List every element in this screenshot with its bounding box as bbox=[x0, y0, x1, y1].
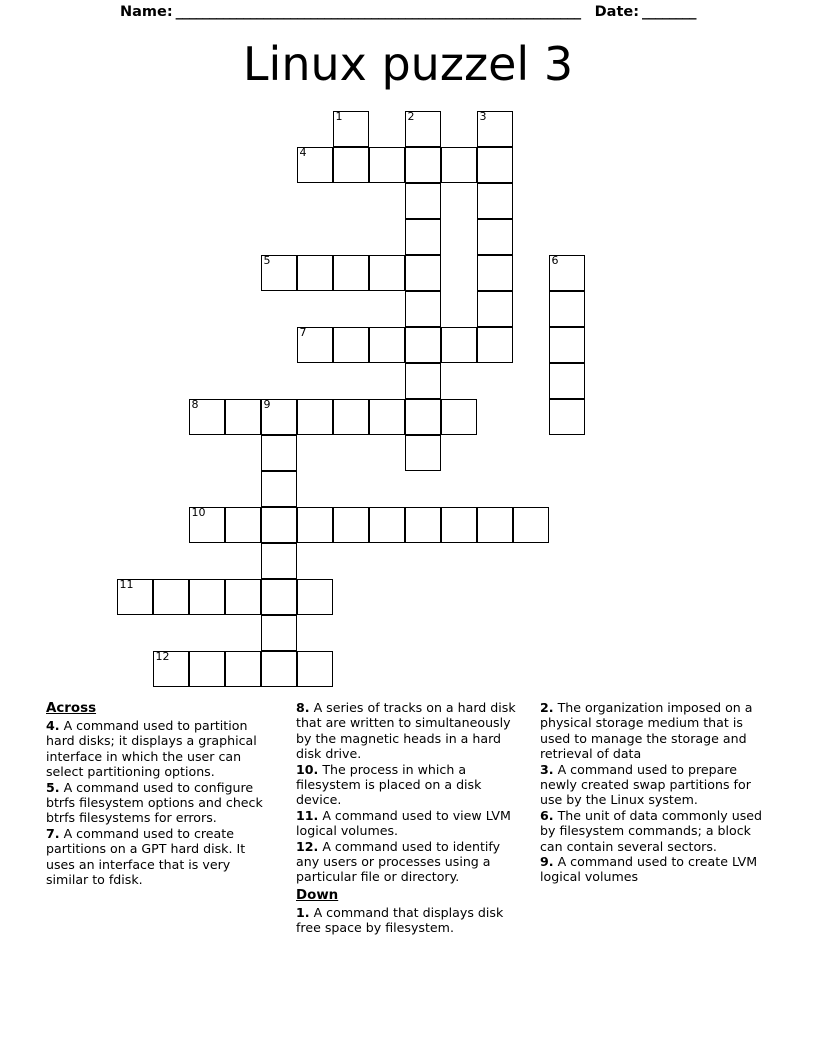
crossword-cell[interactable] bbox=[153, 579, 189, 615]
clue-item bbox=[46, 718, 274, 780]
cell-number: 6 bbox=[551, 254, 559, 267]
crossword-cell[interactable] bbox=[441, 327, 477, 363]
clue-text: A command used to view LVM logical volumes. bbox=[296, 807, 511, 839]
crossword-cell-numbered[interactable] bbox=[297, 327, 333, 363]
clue-item bbox=[540, 854, 768, 885]
clue-item bbox=[296, 700, 518, 762]
crossword-cell[interactable] bbox=[477, 255, 513, 291]
crossword-cell[interactable] bbox=[297, 255, 333, 291]
crossword-cell[interactable] bbox=[261, 651, 297, 687]
crossword-cell[interactable] bbox=[333, 399, 369, 435]
crossword-cell[interactable] bbox=[297, 399, 333, 435]
cell-number: 3 bbox=[479, 110, 487, 123]
crossword-cell[interactable] bbox=[297, 507, 333, 543]
clue-text: A command used to prepare newly created swap partitions for use by the Linux system. bbox=[540, 761, 751, 808]
clue-number: 11. bbox=[296, 807, 319, 823]
clue-text: A command used to identify any users or processes using a particular file or directory. bbox=[296, 838, 501, 885]
crossword-cell[interactable] bbox=[225, 579, 261, 615]
cell-number: 11 bbox=[119, 578, 134, 591]
crossword-cell[interactable] bbox=[261, 579, 297, 615]
clue-number: 6. bbox=[540, 807, 554, 823]
cell-number: 5 bbox=[263, 254, 271, 267]
crossword-cell[interactable] bbox=[405, 435, 441, 471]
clue-text: A command used to partition hard disks; it displays a graphical interface in which the user can select partitioning options. bbox=[46, 718, 257, 780]
cell-number: 1 bbox=[335, 110, 343, 123]
across-heading: Across bbox=[46, 701, 97, 716]
clue-item bbox=[540, 700, 768, 762]
clue-text: The process in which a filesystem is placed on a disk device. bbox=[296, 761, 482, 808]
crossword-cell[interactable] bbox=[297, 579, 333, 615]
down-clue-list-part1 bbox=[296, 905, 518, 936]
clue-column-2 bbox=[296, 700, 518, 936]
crossword-cell[interactable] bbox=[405, 219, 441, 255]
crossword-cell[interactable] bbox=[549, 399, 585, 435]
cell-number: 4 bbox=[299, 146, 307, 159]
crossword-cell[interactable] bbox=[261, 615, 297, 651]
date-label: Date: bbox=[594, 4, 640, 20]
crossword-cell[interactable] bbox=[189, 579, 225, 615]
crossword-cell[interactable] bbox=[405, 327, 441, 363]
crossword-cell[interactable] bbox=[333, 255, 369, 291]
crossword-cell[interactable] bbox=[333, 507, 369, 543]
name-write-line[interactable]: ____________________________________________________________ bbox=[175, 4, 581, 20]
crossword-cell[interactable] bbox=[225, 399, 261, 435]
crossword-cell[interactable] bbox=[477, 507, 513, 543]
crossword-cell[interactable] bbox=[405, 255, 441, 291]
crossword-cell[interactable] bbox=[477, 219, 513, 255]
crossword-cell[interactable] bbox=[441, 507, 477, 543]
crossword-cell-numbered[interactable] bbox=[117, 579, 153, 615]
crossword-cell-numbered[interactable] bbox=[333, 111, 369, 147]
crossword-cell[interactable] bbox=[261, 543, 297, 579]
clue-text: A command used to create partitions on a GPT hard disk. It uses an interface that is very similar to fdisk. bbox=[46, 825, 246, 888]
crossword-cell[interactable] bbox=[441, 399, 477, 435]
crossword-cell[interactable] bbox=[405, 399, 441, 435]
clue-column-3 bbox=[540, 700, 768, 885]
crossword-cell-numbered[interactable] bbox=[405, 111, 441, 147]
across-clue-list-part2 bbox=[296, 700, 518, 885]
clue-item bbox=[540, 808, 768, 854]
clue-text: A command used to configure btrfs filesystem options and check btrfs filesystems for errors. bbox=[46, 779, 263, 826]
cell-number: 7 bbox=[299, 326, 307, 339]
crossword-cell-numbered[interactable] bbox=[477, 111, 513, 147]
page-title: Linux puzzel 3 bbox=[242, 37, 574, 91]
clue-item bbox=[46, 826, 274, 888]
cell-number: 10 bbox=[191, 506, 206, 519]
date-write-line[interactable]: ________ bbox=[642, 4, 697, 20]
crossword-cell[interactable] bbox=[405, 147, 441, 183]
clue-number: 9. bbox=[540, 854, 554, 870]
crossword-cell[interactable] bbox=[369, 255, 405, 291]
crossword-cell[interactable] bbox=[405, 507, 441, 543]
clues-area bbox=[46, 700, 772, 936]
crossword-cell[interactable] bbox=[513, 507, 549, 543]
clue-number: 3. bbox=[540, 761, 554, 777]
clue-column-1 bbox=[46, 700, 274, 887]
clue-number: 4. bbox=[46, 718, 60, 733]
crossword-cell[interactable] bbox=[477, 147, 513, 183]
crossword-cell[interactable] bbox=[189, 651, 225, 687]
clue-item bbox=[296, 839, 518, 885]
crossword-cell-numbered[interactable] bbox=[189, 399, 225, 435]
clue-text: A series of tracks on a hard disk that are written to simultaneously by the magnetic heads in a hard disk drive. bbox=[296, 700, 516, 762]
crossword-cell-numbered[interactable] bbox=[153, 651, 189, 687]
crossword-cell[interactable] bbox=[477, 327, 513, 363]
clue-number: 7. bbox=[46, 825, 60, 841]
crossword-cell[interactable] bbox=[225, 651, 261, 687]
cell-number: 2 bbox=[407, 110, 415, 123]
clue-number: 2. bbox=[540, 700, 554, 715]
clue-text: A command used to create LVM logical volumes bbox=[540, 854, 758, 885]
across-clue-list-part1 bbox=[46, 718, 274, 887]
clue-item bbox=[296, 762, 518, 808]
crossword-cell[interactable] bbox=[261, 507, 297, 543]
crossword-cell[interactable] bbox=[369, 147, 405, 183]
crossword-cell[interactable] bbox=[333, 327, 369, 363]
down-clue-list-part2 bbox=[540, 700, 768, 885]
crossword-cell-numbered[interactable] bbox=[261, 399, 297, 435]
crossword-cell[interactable] bbox=[369, 507, 405, 543]
crossword-cell[interactable] bbox=[477, 183, 513, 219]
crossword-cell[interactable] bbox=[261, 435, 297, 471]
clue-number: 12. bbox=[296, 838, 319, 854]
clue-item bbox=[296, 905, 518, 936]
clue-text: A command that displays disk free space by filesystem. bbox=[296, 904, 504, 936]
crossword-cell[interactable] bbox=[405, 183, 441, 219]
crossword-cell[interactable] bbox=[369, 327, 405, 363]
down-heading: Down bbox=[296, 887, 339, 903]
crossword-cell[interactable] bbox=[261, 471, 297, 507]
clue-number: 10. bbox=[296, 761, 319, 777]
crossword-cell[interactable] bbox=[369, 399, 405, 435]
clue-number: 1. bbox=[296, 904, 310, 920]
crossword-cell-numbered[interactable] bbox=[189, 507, 225, 543]
clue-item bbox=[540, 762, 768, 808]
clue-number: 5. bbox=[46, 779, 60, 795]
crossword-cell[interactable] bbox=[441, 147, 477, 183]
crossword-cell[interactable] bbox=[405, 291, 441, 327]
clue-item bbox=[296, 808, 518, 839]
cell-number: 12 bbox=[155, 650, 170, 663]
crossword-cell[interactable] bbox=[549, 363, 585, 399]
clue-text: The unit of data commonly used by filesystem commands; a block can contain several sectors. bbox=[540, 807, 762, 854]
clue-number: 8. bbox=[296, 700, 310, 715]
crossword-cell[interactable] bbox=[477, 291, 513, 327]
cell-number: 9 bbox=[263, 398, 271, 411]
crossword-cell[interactable] bbox=[225, 507, 261, 543]
crossword-cell[interactable] bbox=[549, 291, 585, 327]
cell-number: 8 bbox=[191, 398, 199, 411]
clue-text: The organization imposed on a physical storage medium that is used to manage the storage and retrieval of data bbox=[540, 700, 753, 762]
crossword-cell[interactable] bbox=[405, 363, 441, 399]
name-label: Name: bbox=[119, 4, 173, 20]
crossword-cell[interactable] bbox=[333, 147, 369, 183]
crossword-cell-numbered[interactable] bbox=[297, 147, 333, 183]
clue-item bbox=[46, 780, 274, 826]
crossword-cell-numbered[interactable] bbox=[549, 255, 585, 291]
crossword-cell[interactable] bbox=[549, 327, 585, 363]
crossword-cell[interactable] bbox=[297, 651, 333, 687]
crossword-cell-numbered[interactable] bbox=[261, 255, 297, 291]
